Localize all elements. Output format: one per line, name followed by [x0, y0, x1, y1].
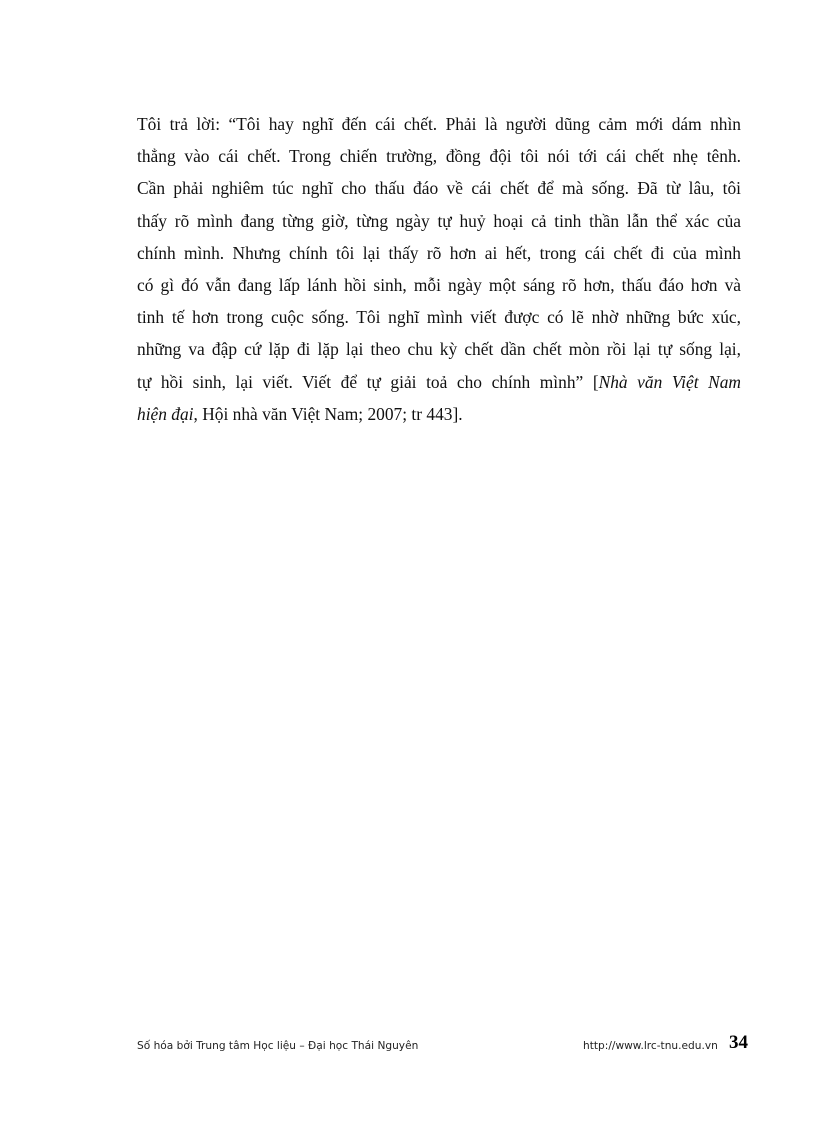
paragraph-line-1: Tôi trả lời: “Tôi hay nghĩ đến cái chết. Phải là người dũng cảm mới dám nhìn [137, 114, 741, 134]
book-title-part-2: hiện đại [137, 403, 194, 424]
paragraph-line-4: thấy rõ mình đang từng giờ, từng ngày tự huỷ hoại cả tinh thần lẫn thể xác của [137, 210, 741, 231]
line-9-text: tự hồi sinh, lại viết. Viết để tự giải toả cho chính mình” [ [137, 371, 599, 392]
paragraph-line-10 [137, 398, 741, 430]
footer-url-link[interactable]: http://www.lrc-tnu.edu.vn [583, 1040, 718, 1052]
paragraph-line-2: thẳng vào cái chết. Trong chiến trường, đồng đội tôi nói tới cái chết nhẹ tênh. [137, 146, 741, 167]
paragraph-line-7: tinh tế hơn trong cuộc sống. Tôi nghĩ mình viết được có lẽ nhờ những bức xúc, [137, 307, 741, 328]
page-number: 34 [729, 1032, 748, 1053]
footer-source-label: Số hóa bởi Trung tâm Học liệu – Đại học Thái Nguyên [137, 1040, 419, 1052]
paragraph-line-8: những va đập cứ lặp đi lặp lại theo chu kỳ chết dần chết mòn rồi lại tự sống lại, [137, 339, 741, 360]
citation-details: , Hội nhà văn Việt Nam; 2007; tr 443]. [193, 403, 463, 424]
page-footer [137, 1032, 768, 1059]
paragraph-line-3: Cần phải nghiêm túc nghĩ cho thấu đáo về cái chết để mà sống. Đã từ lâu, tôi [137, 178, 741, 199]
paragraph-line-5: chính mình. Nhưng chính tôi lại thấy rõ hơn ai hết, trong cái chết đi của mình [137, 242, 741, 263]
paragraph-line-9 [137, 366, 741, 398]
book-title-part-1: Nhà văn Việt Nam [598, 371, 741, 392]
body-paragraph [137, 108, 741, 430]
paragraph-line-6: có gì đó vẫn đang lấp lánh hồi sinh, mỗi ngày một sáng rõ hơn, thấu đáo hơn và [137, 275, 741, 296]
